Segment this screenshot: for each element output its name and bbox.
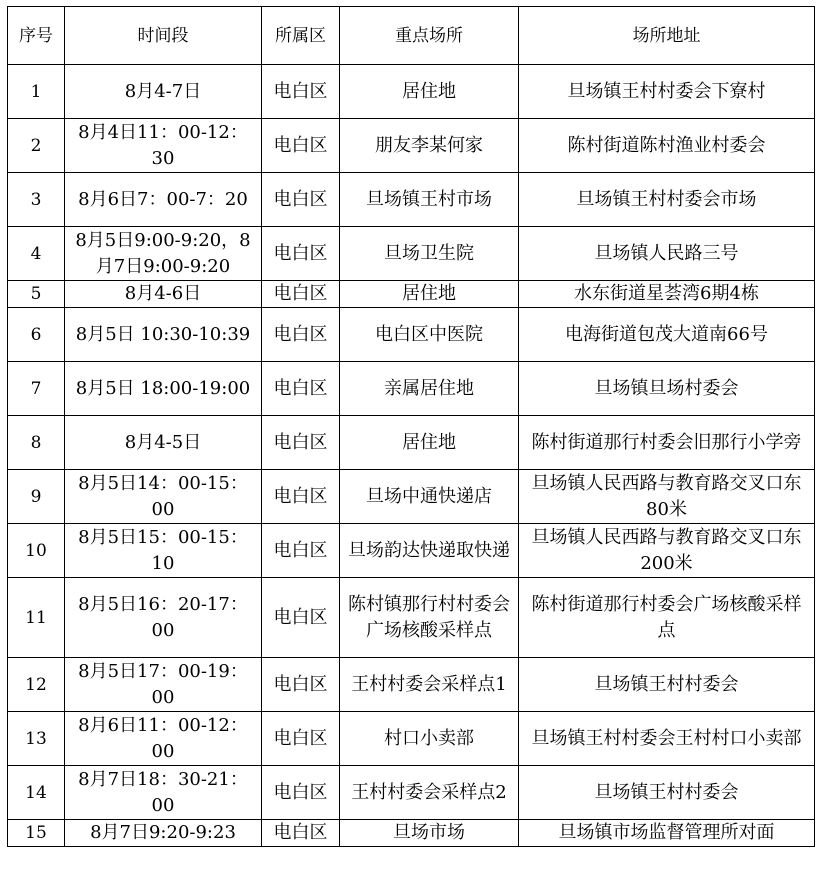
cell-place: 居住地 — [340, 416, 519, 470]
cell-place: 村口小卖部 — [340, 712, 519, 766]
cell-time: 8月5日 18:00-19:00 — [65, 362, 262, 416]
cell-time: 8月6日7：00-7：20 — [65, 173, 262, 227]
cell-address: 旦场镇王村村委会市场 — [519, 173, 815, 227]
cell-district: 电白区 — [262, 658, 340, 712]
cell-no: 10 — [8, 524, 65, 578]
cell-district: 电白区 — [262, 227, 340, 281]
cell-address: 旦场镇王村村委会王村村口小卖部 — [519, 712, 815, 766]
cell-no: 15 — [8, 820, 65, 847]
table-row — [8, 362, 815, 416]
cell-no: 3 — [8, 173, 65, 227]
cell-district: 电白区 — [262, 766, 340, 820]
cell-no: 2 — [8, 119, 65, 173]
cell-time: 8月6日11：00-12：00 — [65, 712, 262, 766]
table-row — [8, 416, 815, 470]
table-row — [8, 65, 815, 119]
table-row — [8, 119, 815, 173]
cell-district: 电白区 — [262, 65, 340, 119]
cell-district: 电白区 — [262, 524, 340, 578]
cell-district: 电白区 — [262, 362, 340, 416]
cell-no: 14 — [8, 766, 65, 820]
cell-place: 居住地 — [340, 281, 519, 308]
table-row — [8, 820, 815, 847]
cell-district: 电白区 — [262, 416, 340, 470]
cell-address: 旦场镇王村村委会下寮村 — [519, 65, 815, 119]
cell-place: 旦场韵达快递取快递 — [340, 524, 519, 578]
cell-time: 8月7日9:20-9:23 — [65, 820, 262, 847]
cell-no: 6 — [8, 308, 65, 362]
table-row — [8, 524, 815, 578]
cell-time: 8月5日16：20-17：00 — [65, 578, 262, 658]
cell-time: 8月4-6日 — [65, 281, 262, 308]
cell-time: 8月5日17：00-19：00 — [65, 658, 262, 712]
cell-address: 电海街道包茂大道南66号 — [519, 308, 815, 362]
cell-address: 旦场镇人民路三号 — [519, 227, 815, 281]
cell-address: 陈村街道陈村渔业村委会 — [519, 119, 815, 173]
cell-place: 居住地 — [340, 65, 519, 119]
cell-address: 旦场镇旦场村委会 — [519, 362, 815, 416]
cell-place: 旦场卫生院 — [340, 227, 519, 281]
cell-place: 王村村委会采样点2 — [340, 766, 519, 820]
cell-district: 电白区 — [262, 820, 340, 847]
cell-address: 旦场镇王村村委会 — [519, 658, 815, 712]
cell-address: 旦场镇人民西路与教育路交叉口东200米 — [519, 524, 815, 578]
cell-place: 旦场市场 — [340, 820, 519, 847]
cell-time: 8月4-5日 — [65, 416, 262, 470]
cell-time: 8月7日18：30-21：00 — [65, 766, 262, 820]
cell-address: 旦场镇市场监督管理所对面 — [519, 820, 815, 847]
cell-no: 8 — [8, 416, 65, 470]
cell-no: 12 — [8, 658, 65, 712]
cell-place: 陈村镇那行村村委会广场核酸采样点 — [340, 578, 519, 658]
table-row — [8, 308, 815, 362]
table-row — [8, 712, 815, 766]
table-row — [8, 658, 815, 712]
cell-place: 朋友李某何家 — [340, 119, 519, 173]
cell-place: 亲属居住地 — [340, 362, 519, 416]
cell-no: 9 — [8, 470, 65, 524]
cell-district: 电白区 — [262, 119, 340, 173]
cell-no: 7 — [8, 362, 65, 416]
cell-time: 8月5日15：00-15：10 — [65, 524, 262, 578]
table-row — [8, 578, 815, 658]
table-row — [8, 227, 815, 281]
table-header-row — [8, 7, 815, 65]
cell-no: 1 — [8, 65, 65, 119]
cell-no: 5 — [8, 281, 65, 308]
cell-district: 电白区 — [262, 578, 340, 658]
cell-district: 电白区 — [262, 281, 340, 308]
cell-district: 电白区 — [262, 712, 340, 766]
table-row — [8, 281, 815, 308]
cell-address: 陈村街道那行村委会旧那行小学旁 — [519, 416, 815, 470]
cell-place: 电白区中医院 — [340, 308, 519, 362]
table-row — [8, 766, 815, 820]
cell-time: 8月5日 10:30-10:39 — [65, 308, 262, 362]
cell-address: 陈村街道那行村委会广场核酸采样点 — [519, 578, 815, 658]
cell-place: 旦场镇王村市场 — [340, 173, 519, 227]
header-place: 重点场所 — [340, 7, 519, 65]
header-time: 时间段 — [65, 7, 262, 65]
cell-no: 4 — [8, 227, 65, 281]
cell-no: 11 — [8, 578, 65, 658]
header-no: 序号 — [8, 7, 65, 65]
data-table — [7, 6, 815, 847]
cell-address: 旦场镇王村村委会 — [519, 766, 815, 820]
header-address: 场所地址 — [519, 7, 815, 65]
cell-no: 13 — [8, 712, 65, 766]
cell-place: 旦场中通快递店 — [340, 470, 519, 524]
cell-district: 电白区 — [262, 173, 340, 227]
cell-time: 8月5日14：00-15：00 — [65, 470, 262, 524]
cell-address: 水东街道星荟湾6期4栋 — [519, 281, 815, 308]
header-district: 所属区 — [262, 7, 340, 65]
table-body — [8, 65, 815, 847]
table-row — [8, 173, 815, 227]
cell-place: 王村村委会采样点1 — [340, 658, 519, 712]
cell-district: 电白区 — [262, 308, 340, 362]
cell-time: 8月5日9:00-9:20，8月7日9:00-9:20 — [65, 227, 262, 281]
cell-district: 电白区 — [262, 470, 340, 524]
cell-time: 8月4日11：00-12：30 — [65, 119, 262, 173]
cell-time: 8月4-7日 — [65, 65, 262, 119]
table-row — [8, 470, 815, 524]
cell-address: 旦场镇人民西路与教育路交叉口东80米 — [519, 470, 815, 524]
